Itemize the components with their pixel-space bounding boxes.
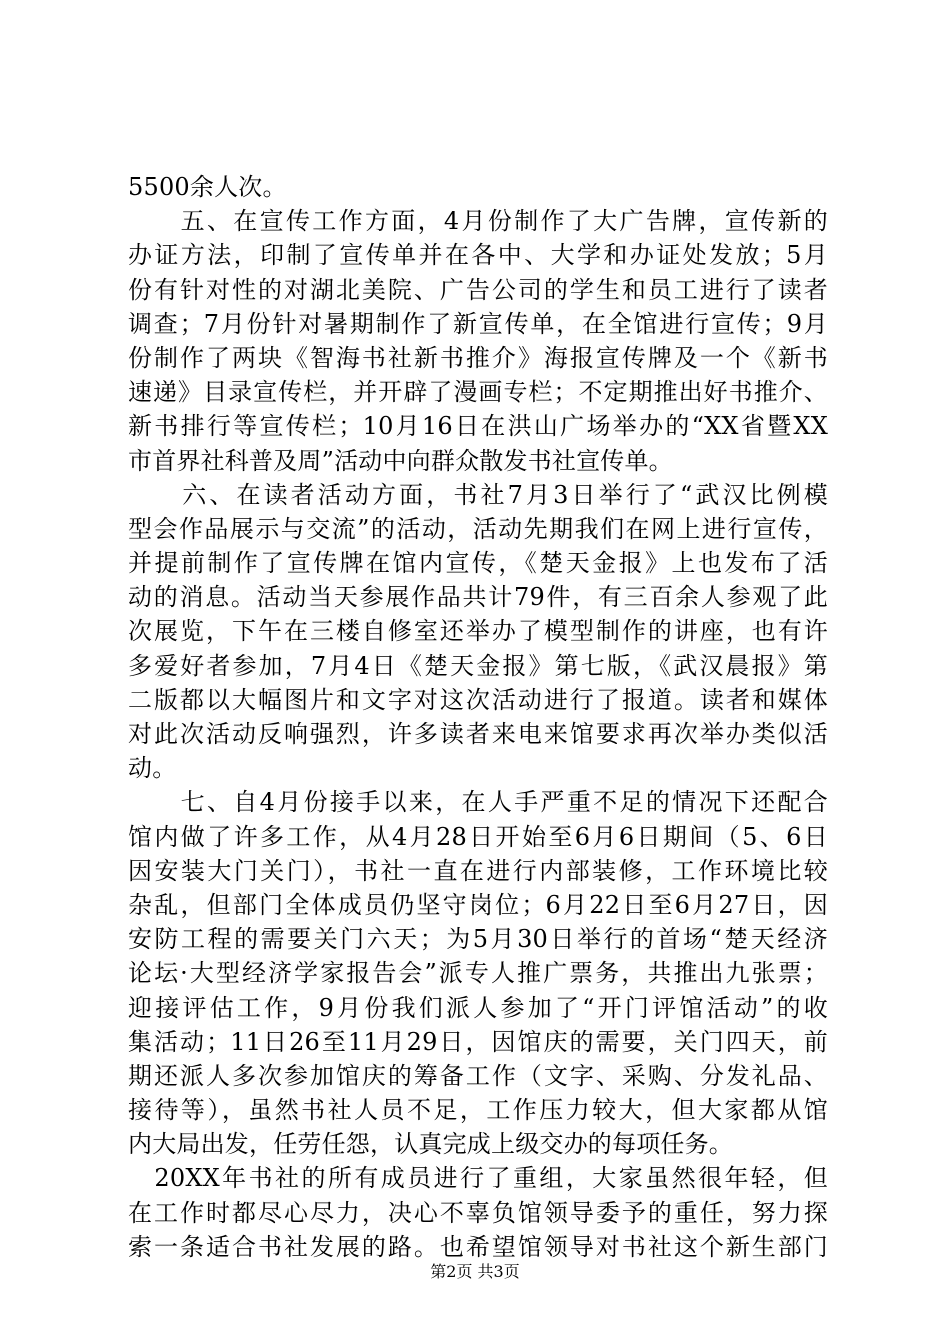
text-line: 速递》目录宣传栏，并开辟了漫画专栏；不定期推出好书推介、 xyxy=(128,378,828,407)
text-line: 安防工程的需要关门六天；为5月30日举行的首场“楚天经济 xyxy=(128,925,828,954)
text-line: 对此次活动反响强烈，许多读者来电来馆要求再次举办类似活 xyxy=(128,720,828,748)
text-line: 5500余人次。 xyxy=(128,173,287,201)
text-line: 论坛·大型经济学家报告会”派专人推广票务，共推出九张票； xyxy=(128,959,828,988)
text-line: 型会作品展示与交流”的活动，活动先期我们在网上进行宣传， xyxy=(128,514,828,543)
text-line: 并提前制作了宣传牌在馆内宣传，《楚天金报》上也发布了活 xyxy=(128,549,828,578)
text-line: 七、自4月份接手以来，在人手严重不足的情况下还配合 xyxy=(128,788,828,817)
page-footer: 第2页 共3页 xyxy=(430,1262,520,1281)
text-line: 索一条适合书社发展的路。也希望馆领导对书社这个新生部门 xyxy=(128,1232,828,1261)
text-line: 在工作时都尽心尽力，决心不辜负馆领导委予的重任，努力探 xyxy=(128,1198,828,1227)
text-line: 二版都以大幅图片和文字对这次活动进行了报道。读者和媒体 xyxy=(128,685,828,714)
text-line: 市首界社科普及周”活动中向群众散发书社宣传单。 xyxy=(128,446,673,475)
text-line: 动。 xyxy=(128,754,177,783)
text-line: 20XX年书社的所有成员进行了重组，大家虽然很年轻，但 xyxy=(128,1164,828,1193)
text-line: 五、在宣传工作方面，4月份制作了大广告牌，宣传新的 xyxy=(128,207,828,236)
text-line: 六、在读者活动方面，书社7月3日举行了“武汉比例模 xyxy=(128,480,828,509)
text-line: 集活动；11日26至11月29日，因馆庆的需要，关门四天，前 xyxy=(128,1027,828,1056)
text-line: 多爱好者参加，7月4日《楚天金报》第七版，《武汉晨报》第 xyxy=(128,651,828,680)
text-line: 新书排行等宣传栏；10月16日在洪山广场举办的“XX省暨XX xyxy=(128,412,828,441)
text-line: 份有针对性的对湖北美院、广告公司的学生和员工进行了读者 xyxy=(128,275,828,304)
text-line: 馆内做了许多工作，从4月28日开始至6月6日期间（5、6日 xyxy=(128,822,828,851)
text-line: 调查；7月份针对暑期制作了新宣传单，在全馆进行宣传；9月 xyxy=(128,309,828,338)
document-body xyxy=(128,170,828,1264)
text-line: 因安装大门关门），书社一直在进行内部装修，工作环境比较 xyxy=(128,856,828,885)
text-line: 办证方法，印制了宣传单并在各中、大学和办证处发放；5月 xyxy=(128,241,828,270)
text-line: 杂乱，但部门全体成员仍坚守岗位；6月22日至6月27日，因 xyxy=(128,890,828,919)
text-line: 次展览，下午在三楼自修室还举办了模型制作的讲座，也有许 xyxy=(128,617,828,646)
text-line: 份制作了两块《智海书社新书推介》海报宣传牌及一个《新书 xyxy=(128,343,828,372)
text-line: 期还派人多次参加馆庆的筹备工作（文字、采购、分发礼品、 xyxy=(128,1061,828,1090)
text-line: 动的消息。活动当天参展作品共计79件，有三百余人参观了此 xyxy=(128,583,828,612)
text-line: 迎接评估工作，9月份我们派人参加了“开门评馆活动”的收 xyxy=(128,993,828,1022)
text-line: 内大局出发，任劳任怨，认真完成上级交办的每项任务。 xyxy=(128,1130,733,1159)
text-line: 接待等），虽然书社人员不足，工作压力较大，但大家都从馆 xyxy=(128,1096,828,1125)
